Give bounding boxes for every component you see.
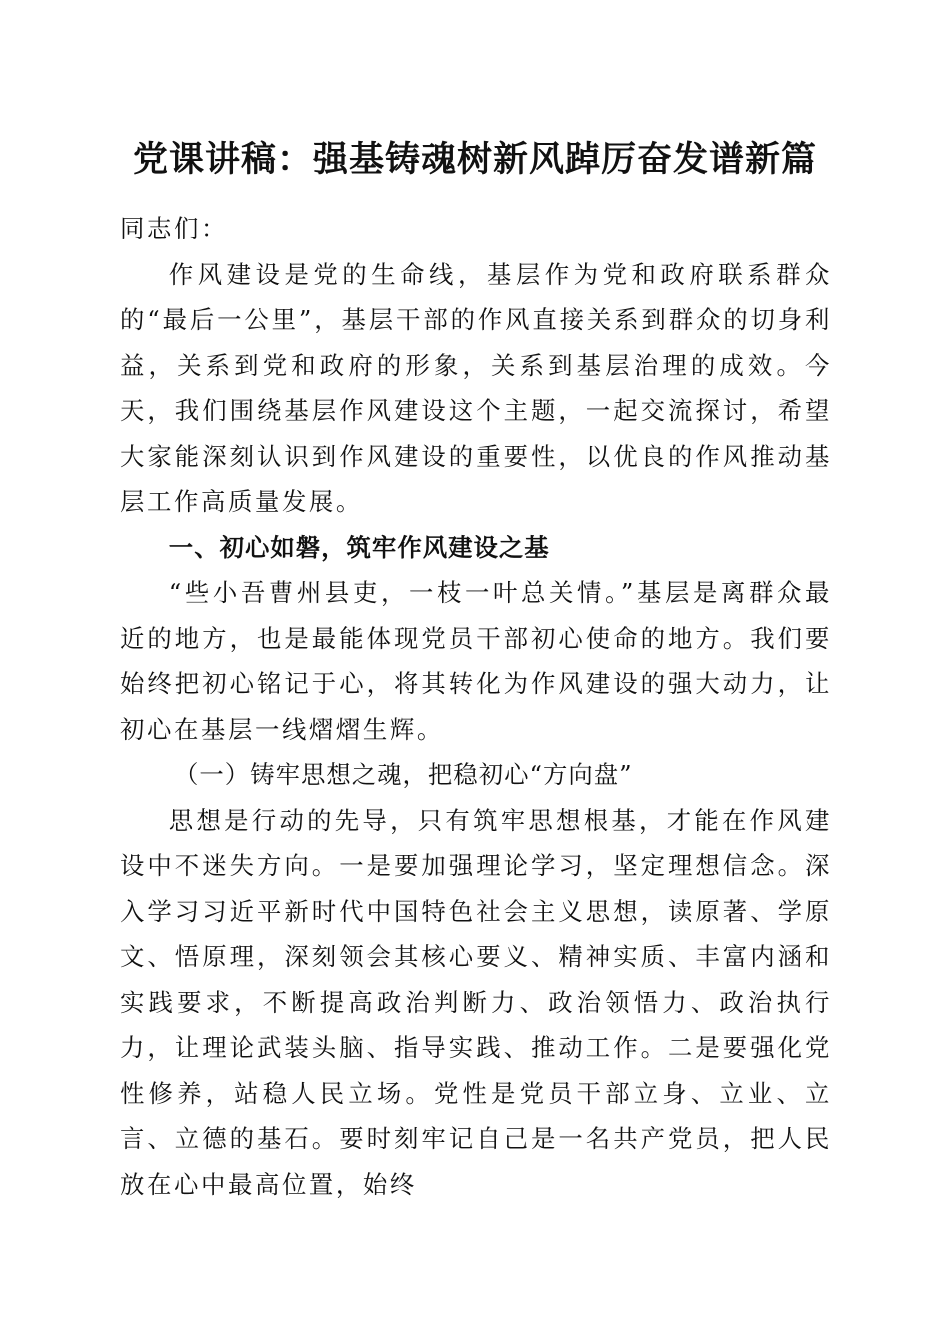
intro-paragraph: 作风建设是党的生命线，基层作为党和政府联系群众的“最后一公里”，基层干部的作风直接关系到群众的切身利益，关系到党和政府的形象，关系到基层治理的成效。今天，我们围绕基层作风建设这个主题，一起交流探讨，希望大家能深刻认识到作风建设的重要性，以优良的作风推动基层工作高质量发展。 bbox=[120, 259, 832, 516]
document-title: 党课讲稿：强基铸魂树新风踔厉奋发谱新篇 bbox=[132, 139, 817, 180]
salutation: 同志们： bbox=[120, 214, 228, 243]
subsection-heading-1: （一）铸牢思想之魂，把稳初心“方向盘” bbox=[174, 760, 633, 789]
section-heading-1: 一、初心如磐，筑牢作风建设之基 bbox=[168, 532, 550, 562]
subsection-1-paragraph: 思想是行动的先导，只有筑牢思想根基，才能在作风建设中不迷失方向。一是要加强理论学习，坚定理想信念。深入学习习近平新时代中国特色社会主义思想，读原著、学原文、悟原理，深刻领会其核心要义、精神实质、丰富内涵和实践要求，不断提高政治判断力、政治领悟力、政治执行力，让理论武装头脑、指导实践、推动工作。二是要强化党性修养，站稳人民立场。党性是党员干部立身、立业、立言、立德的基石。要时刻牢记自己是一名共产党员，把人民放在心中最高位置，始终 bbox=[120, 805, 832, 1199]
section-1-paragraph: “些小吾曹州县吏，一枝一叶总关情。”基层是离群众最近的地方，也是最能体现党员干部初心使命的地方。我们要始终把初心铭记于心，将其转化为作风建设的强大动力，让初心在基层一线熠熠生辉。 bbox=[120, 578, 832, 744]
document-body bbox=[120, 206, 832, 1207]
